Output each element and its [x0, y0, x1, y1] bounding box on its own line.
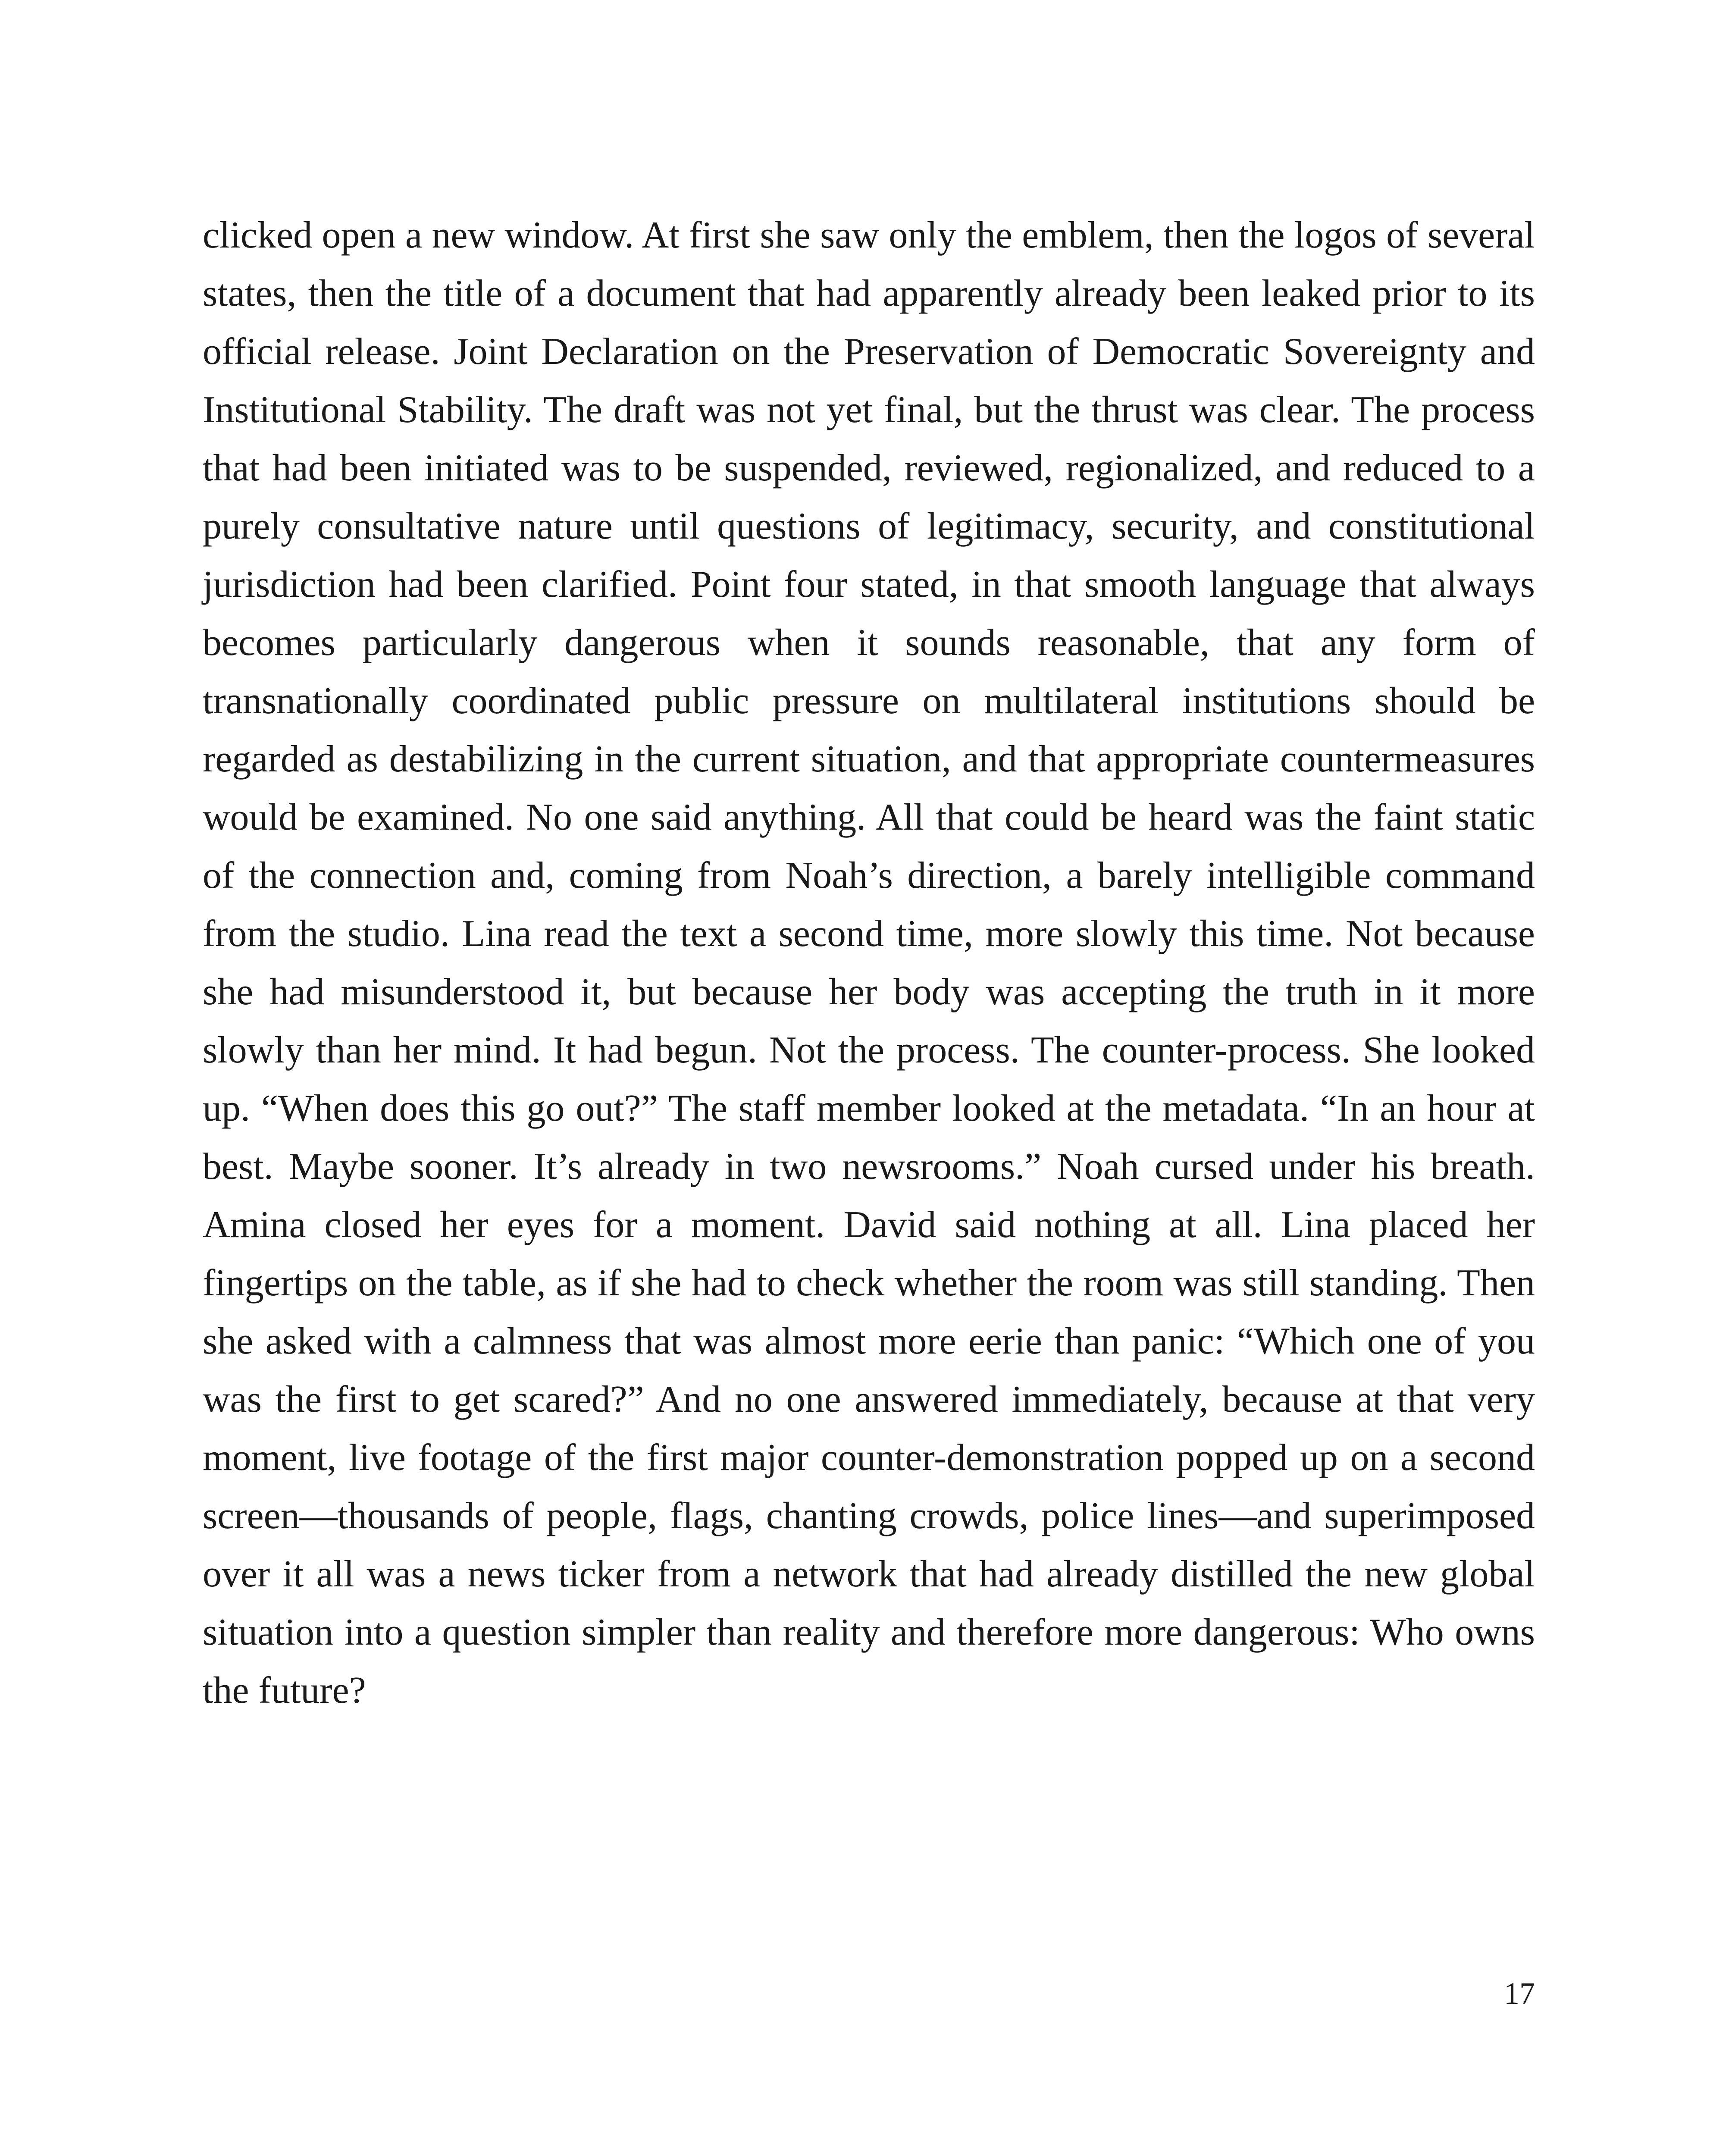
page-number: 17	[1504, 1976, 1535, 2011]
body-paragraph: clicked open a new window. At first she saw only the emblem, then the logos of several states, then the title of a document that had apparently already been leaked prior to its official release. Joint Declaration on the Preservation of Democratic Sovereignty and Institutional Stability. The draft was not yet final, but the thrust was clear. The process that had been initiated was to be suspended, reviewed, regionalized, and reduced to a purely consultative nature until questions of legitimacy, security, and constitutional jurisdiction had been clarified. Point four stated, in that smooth language that always becomes particularly dangerous when it sounds reasonable, that any form of transnationally coordinated public pressure on multilateral institutions should be regarded as destabilizing in the current situation, and that appropriate countermeasures would be examined. No one said anything. All that could be heard was the faint static of the connection and, coming from Noah’s direction, a barely intelligible command from the studio. Lina read the text a second time, more slowly this time. Not because she had misunderstood it, but because her body was accepting the truth in it more slowly than her mind. It had begun. Not the process. The counter-process. She looked up. “When does this go out?” The staff member looked at the metadata. “In an hour at best. Maybe sooner. It’s already in two newsrooms.” Noah cursed under his breath. Amina closed her eyes for a moment. David said nothing at all. Lina placed her fingertips on the table, as if she had to check whether the room was still standing. Then she asked with a calmness that was almost more eerie than panic: “Which one of you was the first to get scared?” And no one answered immediately, because at that very moment, live footage of the first major counter-demonstration popped up on a second screen—thousands of people, flags, chanting crowds, police lines—and superimposed over it all was a news ticker from a network that had already distilled the new global situation into a question simpler than reality and therefore more dangerous: Who owns the future?	[203, 214, 1535, 1711]
